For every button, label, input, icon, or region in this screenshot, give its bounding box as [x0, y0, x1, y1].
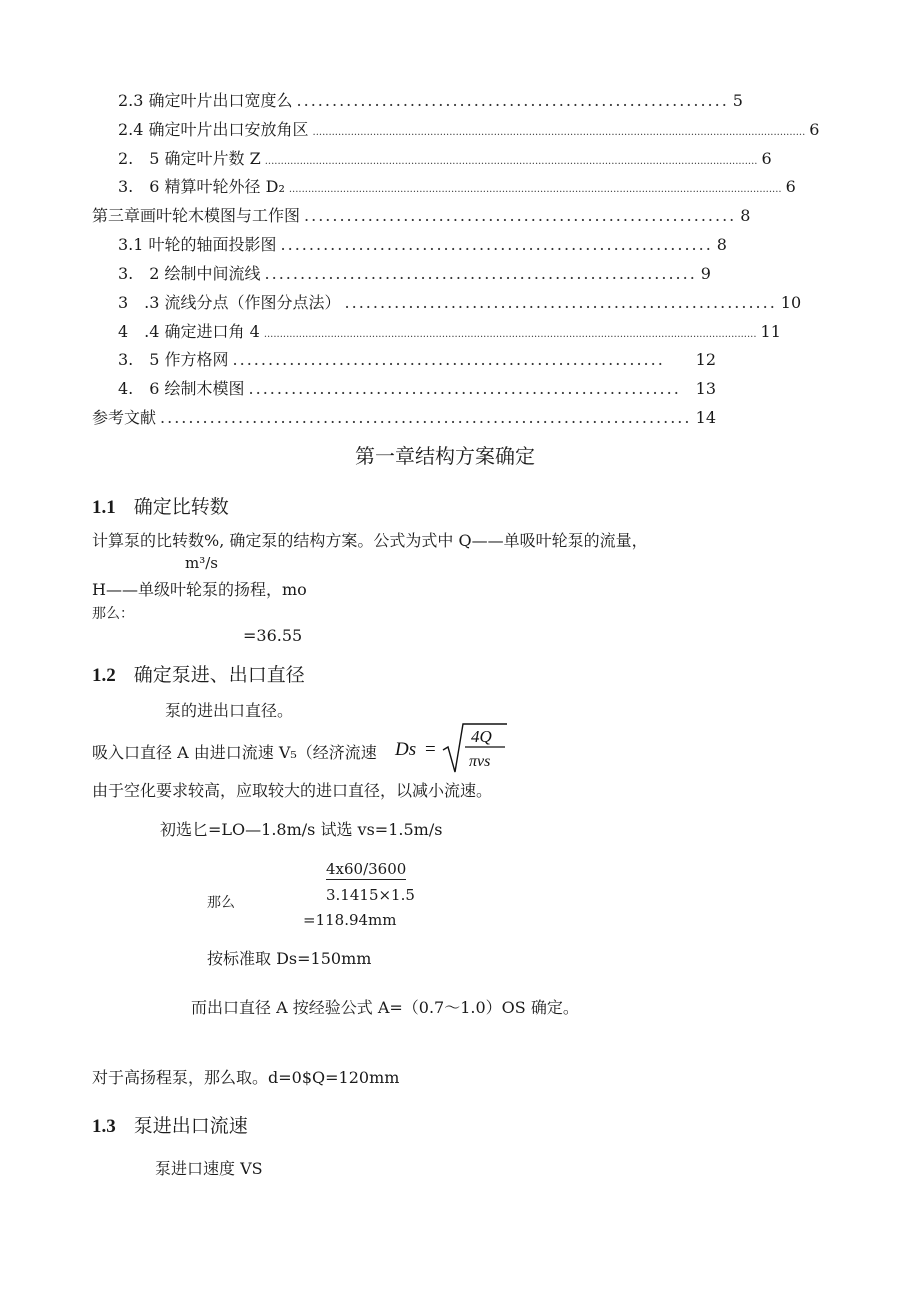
toc-row[interactable]	[118, 262, 711, 286]
section-title: 确定比转数	[133, 496, 229, 518]
paragraph: 泵进口速度 VS	[155, 1159, 263, 1178]
toc-title: 3.1 叶轮的轴面投影图	[118, 235, 277, 254]
toc-leader: .............................................................	[264, 264, 697, 283]
toc-page: 11	[760, 322, 781, 341]
toc-title: 3. 2 绘制中间流线	[118, 264, 261, 283]
toc-title: 2. 5 确定叶片数 Z	[118, 149, 261, 168]
result-value: =118.94mm	[303, 911, 397, 929]
formula-numerator: 4Q	[471, 727, 492, 746]
toc-page: 9	[700, 264, 711, 283]
paragraph: 初选匕=LO—1.8m/s 试选 vs=1.5m/s	[160, 820, 443, 839]
paragraph: 泵的进出口直径。	[165, 701, 294, 720]
toc-leader: ...........................................................................................................................................................	[264, 156, 758, 167]
paragraph: 那么	[207, 895, 235, 911]
toc-leader: .............................................................	[248, 379, 681, 398]
section-number: 1.1	[92, 497, 116, 518]
toc-page: 13	[695, 379, 716, 398]
toc-row[interactable]	[118, 377, 716, 401]
toc-leader: .............................................................	[232, 350, 665, 369]
section-title: 确定泵进、出口直径	[133, 664, 305, 686]
paragraph: 那么：	[92, 606, 134, 622]
toc-page: 10	[780, 293, 802, 312]
toc-title: 第三章画叶轮木模图与工作图	[92, 206, 301, 225]
toc-page: 6	[809, 120, 820, 139]
toc-row[interactable]	[118, 320, 781, 344]
toc-title: 2.3 确定叶片出口宽度么	[118, 91, 293, 110]
toc-row[interactable]	[92, 204, 751, 228]
toc-leader: .............................................................	[344, 293, 777, 312]
formula-lhs: Ds	[395, 739, 417, 760]
paragraph: 计算泵的比转数%, 确定泵的结构方案。公式为式中 Q——单吸叶轮泵的流量，	[92, 531, 648, 550]
toc-title: 4. 6 绘制木模图	[118, 379, 245, 398]
diameter-formula	[393, 720, 511, 776]
section-number: 1.2	[92, 665, 116, 686]
toc-page: 6	[761, 149, 772, 168]
toc-page: 5	[732, 91, 743, 110]
toc-leader: ...........................................................................................................................................................	[263, 329, 757, 340]
fraction-denominator: 3.1415×1.5	[326, 886, 415, 904]
toc-leader: ...........................................................................	[160, 408, 692, 427]
toc-title: 3. 6 精算叶轮外径 D₂	[118, 177, 285, 196]
toc-row[interactable]	[118, 175, 796, 199]
formula-equals: =	[425, 739, 436, 760]
toc-row[interactable]	[92, 406, 716, 430]
paragraph: 对于高扬程泵，那么取。d=0$Q=120mm	[92, 1068, 400, 1087]
toc-title: 2.4 确定叶片出口安放角区	[118, 120, 309, 139]
toc-page: 8	[740, 206, 751, 225]
toc-title: 参考文献	[92, 408, 157, 427]
toc-row[interactable]	[118, 118, 820, 142]
toc-leader: .............................................................	[280, 235, 713, 254]
toc-title: 4 .4 确定进口角 4	[118, 322, 260, 341]
formula-denominator: πvs	[469, 753, 491, 770]
section-heading	[92, 660, 305, 687]
toc-row[interactable]	[118, 89, 743, 113]
toc-leader: .............................................................	[304, 206, 737, 225]
unit-text: m³/s	[185, 554, 218, 572]
toc-leader: ...........................................................................................................................................................	[288, 184, 782, 195]
paragraph: 而出口直径 A 按经验公式 A=（0.7～1.0）OS 确定。	[191, 998, 579, 1017]
section-heading	[92, 492, 229, 519]
result-value: =36.55	[243, 626, 303, 645]
toc-row[interactable]	[118, 147, 772, 171]
toc-page: 12	[695, 350, 716, 369]
toc-row[interactable]	[118, 348, 716, 372]
toc-title: 3 .3 流线分点（作图分点法）	[118, 293, 341, 312]
section-heading	[92, 1111, 248, 1138]
toc-page: 6	[785, 177, 796, 196]
paragraph: 吸入口直径 A 由进口流速 V₅（经济流速	[92, 743, 377, 762]
toc-page: 14	[695, 408, 716, 427]
section-title: 泵进出口流速	[133, 1115, 248, 1137]
toc-leader: ...........................................................................................................................................................	[312, 127, 806, 138]
paragraph: H——单级叶轮泵的扬程，mo	[92, 580, 307, 599]
toc-leader: .............................................................	[296, 91, 729, 110]
toc-row[interactable]	[118, 233, 727, 257]
paragraph: 由于空化要求较高，应取较大的进口直径，以减小流速。	[92, 781, 493, 800]
fraction-numerator: 4x60/3600	[326, 860, 407, 878]
toc-row[interactable]	[118, 291, 802, 315]
toc-title: 3. 5 作方格网	[118, 350, 229, 369]
section-number: 1.3	[92, 1116, 116, 1137]
chapter-title: 第一章结构方案确定	[355, 444, 535, 468]
toc-page: 8	[716, 235, 727, 254]
paragraph: 按标准取 Ds=150mm	[207, 949, 372, 968]
